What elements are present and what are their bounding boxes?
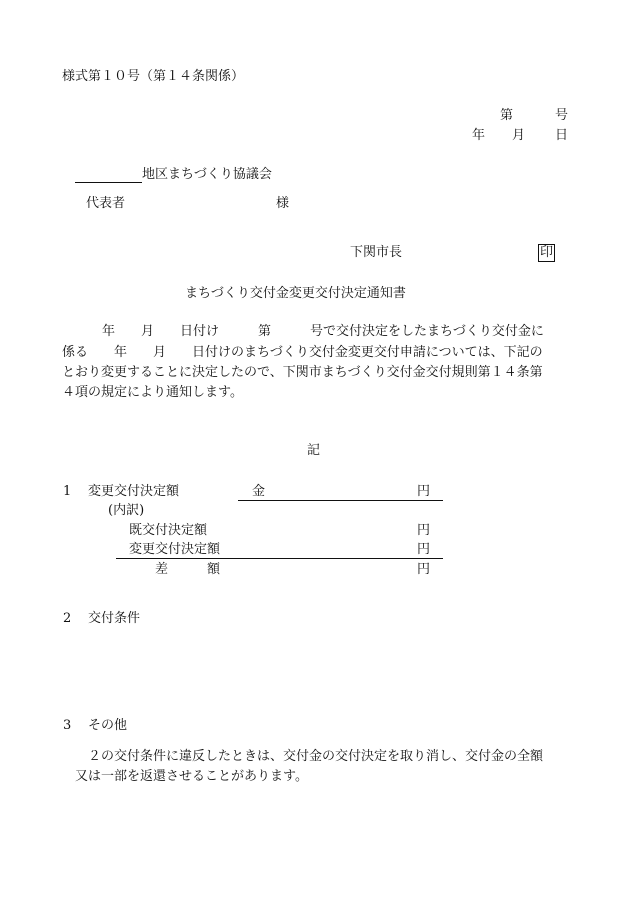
addressee-line bbox=[75, 167, 272, 183]
section2-label: 交付条件 bbox=[88, 611, 141, 626]
date-month: 月 bbox=[512, 128, 526, 143]
item-changed-line bbox=[116, 542, 443, 559]
section3-text-line1: ２の交付条件に違反したときは、交付金の交付決定を取り消し、交付金の全額 bbox=[88, 749, 544, 764]
item-existing-label: 既交付決定額 bbox=[129, 523, 208, 538]
form-number: 様式第１０号（第１４条関係） bbox=[62, 69, 245, 84]
ki-heading: 記 bbox=[307, 443, 321, 458]
sender-name: 下関市長 bbox=[350, 245, 403, 260]
date-day: 日 bbox=[555, 128, 569, 143]
district-blank bbox=[75, 169, 142, 183]
section3-text-line2: 又は一部を返還させることがあります。 bbox=[75, 769, 308, 784]
addressee-org: 地区まちづくり協議会 bbox=[142, 167, 272, 182]
doc-number-dai: 第 bbox=[500, 108, 514, 123]
seal-mark: 印 bbox=[540, 245, 554, 260]
doc-number-go: 号 bbox=[555, 108, 569, 123]
item-changed-yen: 円 bbox=[417, 542, 431, 557]
section1-amount-line bbox=[238, 484, 443, 501]
addressee-honorific: 様 bbox=[276, 196, 290, 211]
item-difference-yen: 円 bbox=[417, 562, 431, 577]
date-year: 年 bbox=[472, 128, 486, 143]
item-difference-label: 差 額 bbox=[155, 562, 221, 577]
section1-number: 1 bbox=[63, 484, 72, 499]
document-title: まちづくり交付金変更交付決定通知書 bbox=[185, 286, 406, 301]
item-changed-label: 変更交付決定額 bbox=[129, 542, 221, 557]
addressee-rep: 代表者 bbox=[86, 196, 126, 211]
item-existing-yen: 円 bbox=[417, 523, 431, 538]
section3-number: 3 bbox=[63, 718, 72, 733]
section1-kin: 金 bbox=[252, 484, 266, 499]
section1-yen: 円 bbox=[417, 484, 431, 499]
breakdown-label: (内訳) bbox=[108, 503, 145, 518]
section3-label: その他 bbox=[88, 718, 128, 733]
section2-number: 2 bbox=[63, 611, 72, 626]
body-line-2: 係る 年 月 日付けのまちづくり交付金変更交付申請については、下記の bbox=[62, 345, 543, 360]
body-line-1: 年 月 日付け 第 号で交付決定をしたまちづくり交付金に bbox=[102, 324, 544, 339]
body-line-3: とおり変更することに決定したので、下関市まちづくり交付金交付規則第１４条第 bbox=[62, 365, 543, 380]
section1-label: 変更交付決定額 bbox=[88, 484, 180, 499]
body-line-4: ４項の規定により通知します。 bbox=[62, 385, 243, 400]
